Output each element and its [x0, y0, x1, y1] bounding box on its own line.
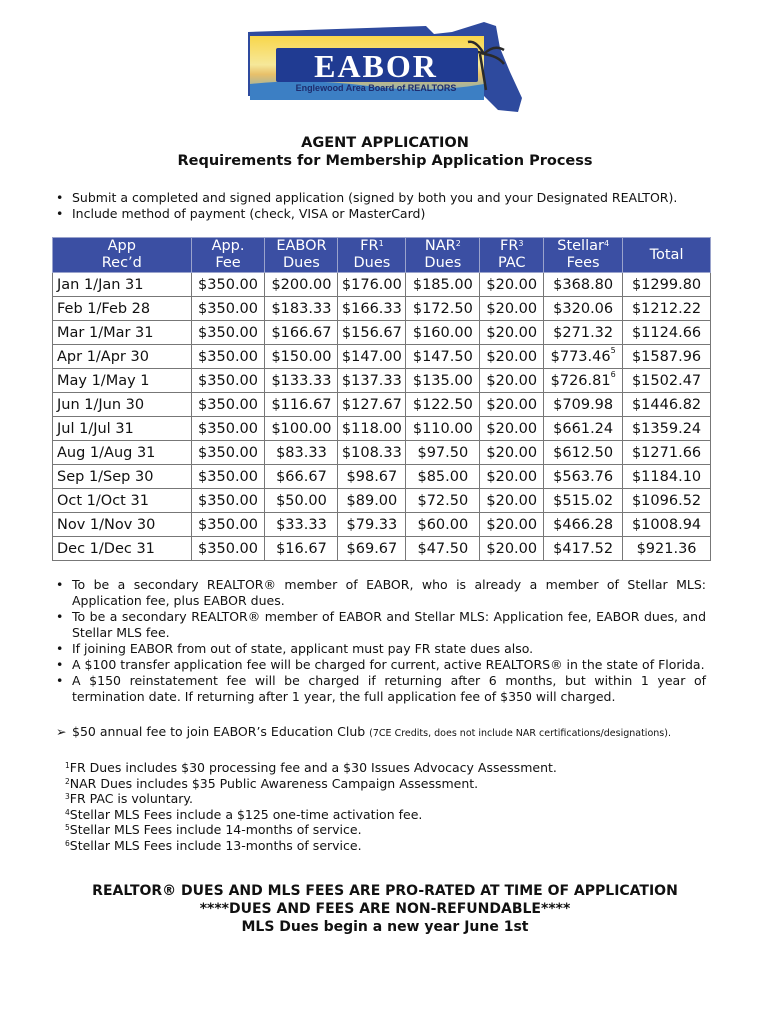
table-row [53, 321, 711, 345]
cell-app-fee: $350.00 [191, 345, 265, 369]
footnote: $^6$Stellar MLS Fees include 13-months of service. [65, 837, 362, 853]
cell-total: $921.36 [623, 537, 711, 561]
cell-fr: $118.00 [338, 417, 406, 441]
table-row [53, 273, 711, 297]
cell-app-fee: $350.00 [191, 537, 265, 561]
cell-app-fee: $350.00 [191, 393, 265, 417]
cell-date: Feb 1/Feb 28 [53, 297, 192, 321]
note-item: • A $150 reinstatement fee will be charged if returning after 6 months, but within 1 year of termination date. If returning after 1 year, the full application fee of $350 will charged. [56, 673, 706, 705]
column-header: $FR^3$ PAC [480, 238, 544, 273]
table-row [53, 465, 711, 489]
cell-pac: $20.00 [480, 321, 544, 345]
cell-pac: $20.00 [480, 513, 544, 537]
cell-nar: $72.50 [406, 489, 480, 513]
cell-nar: $110.00 [406, 417, 480, 441]
cell-stellar: $515.02 [544, 489, 623, 513]
cell-total: $1124.66 [623, 321, 711, 345]
cell-fr: $89.00 [338, 489, 406, 513]
footnotes [65, 760, 557, 854]
cell-eabor: $150.00 [265, 345, 338, 369]
cell-stellar: $612.50 [544, 441, 623, 465]
footnote: $^3$FR PAC is voluntary. [65, 791, 194, 807]
eabor-logo [248, 18, 524, 114]
cell-eabor: $200.00 [265, 273, 338, 297]
cell-pac: $20.00 [480, 537, 544, 561]
column-header: NAR$^2$ Dues [406, 238, 480, 273]
requirement-item: • Submit a completed and signed application (signed by both you and your Designated REALTOR). [56, 190, 716, 206]
cell-stellar: $368.80 [544, 273, 623, 297]
cell-nar: $135.00 [406, 369, 480, 393]
cell-total: $1502.47 [623, 369, 711, 393]
requirements-list [56, 190, 716, 222]
education-club-note [56, 724, 756, 739]
cell-app-fee: $350.00 [191, 369, 265, 393]
logo-name: EABOR [314, 48, 438, 84]
requirement-item: • Include method of payment (check, VISA or MasterCard) [56, 206, 716, 222]
cell-eabor: $66.67 [265, 465, 338, 489]
cell-fr: $176.00 [338, 273, 406, 297]
cell-eabor: $16.67 [265, 537, 338, 561]
cell-total: $1096.52 [623, 489, 711, 513]
footnote: $^2$NAR Dues includes $35 Public Awareness Campaign Assessment. [65, 775, 479, 791]
page-title: AGENT APPLICATION [301, 135, 469, 151]
cell-total: $1184.10 [623, 465, 711, 489]
cell-nar: $47.50 [406, 537, 480, 561]
cell-nar: $122.50 [406, 393, 480, 417]
cell-pac: $20.00 [480, 465, 544, 489]
cell-date: Jan 1/Jan 31 [53, 273, 192, 297]
cell-fr: $137.33 [338, 369, 406, 393]
eabor-logo-graphic [248, 18, 524, 114]
cell-fr: $108.33 [338, 441, 406, 465]
cell-total: $1271.66 [623, 441, 711, 465]
cell-date: Oct 1/Oct 31 [53, 489, 192, 513]
cell-eabor: $33.33 [265, 513, 338, 537]
table-row [53, 417, 711, 441]
table-row [53, 537, 711, 561]
footer-line-1: REALTOR® DUES AND MLS FEES ARE PRO-RATED AT TIME OF APPLICATION [92, 883, 678, 899]
table-header-row [53, 238, 711, 273]
cell-fr: $79.33 [338, 513, 406, 537]
cell-nar: $172.50 [406, 297, 480, 321]
cell-pac: $20.00 [480, 489, 544, 513]
cell-pac: $20.00 [480, 441, 544, 465]
footer-line-2: ****DUES AND FEES ARE NON-REFUNDABLE**** [199, 901, 571, 917]
cell-date: Nov 1/Nov 30 [53, 513, 192, 537]
note-item: • A $100 transfer application fee will be charged for current, active REALTORS® in the state of Florida. [56, 657, 706, 673]
table-row [53, 369, 711, 393]
cell-stellar: $773.46$^5$ [544, 345, 623, 369]
cell-total: $1008.94 [623, 513, 711, 537]
cell-eabor: $116.67 [265, 393, 338, 417]
cell-app-fee: $350.00 [191, 321, 265, 345]
cell-stellar: $709.98 [544, 393, 623, 417]
arrow-bullet-icon: ➢ [56, 724, 67, 739]
column-header: EABOR Dues [265, 238, 338, 273]
cell-eabor: $133.33 [265, 369, 338, 393]
cell-app-fee: $350.00 [191, 465, 265, 489]
cell-app-fee: $350.00 [191, 441, 265, 465]
cell-date: Jun 1/Jun 30 [53, 393, 192, 417]
cell-pac: $20.00 [480, 417, 544, 441]
cell-stellar: $271.32 [544, 321, 623, 345]
cell-stellar: $726.81$^6$ [544, 369, 623, 393]
cell-date: Apr 1/Apr 30 [53, 345, 192, 369]
cell-eabor: $50.00 [265, 489, 338, 513]
fee-table [52, 237, 711, 561]
cell-eabor: $83.33 [265, 441, 338, 465]
table-row [53, 441, 711, 465]
cell-fr: $69.67 [338, 537, 406, 561]
cell-nar: $147.50 [406, 345, 480, 369]
cell-total: $1446.82 [623, 393, 711, 417]
cell-pac: $20.00 [480, 297, 544, 321]
footnote: $^4$Stellar MLS Fees include a $125 one-time activation fee. [65, 806, 423, 822]
column-header: App Rec’d [53, 238, 192, 273]
cell-date: Sep 1/Sep 30 [53, 465, 192, 489]
cell-date: Jul 1/Jul 31 [53, 417, 192, 441]
footnote: $^5$Stellar MLS Fees include 14-months of service. [65, 822, 362, 838]
cell-date: Aug 1/Aug 31 [53, 441, 192, 465]
cell-total: $1359.24 [623, 417, 711, 441]
note-item: • If joining EABOR from out of state, applicant must pay FR state dues also. [56, 641, 706, 657]
cell-fr: $147.00 [338, 345, 406, 369]
cell-total: $1299.80 [623, 273, 711, 297]
cell-fr: $98.67 [338, 465, 406, 489]
page-subtitle: Requirements for Membership Application Process [177, 153, 593, 169]
cell-nar: $60.00 [406, 513, 480, 537]
cell-total: $1587.96 [623, 345, 711, 369]
education-text: $50 annual fee to join EABOR’s Education Club [72, 724, 366, 739]
cell-pac: $20.00 [480, 393, 544, 417]
cell-date: Dec 1/Dec 31 [53, 537, 192, 561]
logo-subtitle: Englewood Area Board of REALTORS [295, 83, 457, 93]
cell-stellar: $417.52 [544, 537, 623, 561]
column-header: $FR^1$ Dues [338, 238, 406, 273]
cell-nar: $97.50 [406, 441, 480, 465]
cell-eabor: $100.00 [265, 417, 338, 441]
cell-fr: $166.33 [338, 297, 406, 321]
cell-nar: $185.00 [406, 273, 480, 297]
cell-nar: $160.00 [406, 321, 480, 345]
education-small-text: (7CE Credits, does not include NAR certifications/designations). [369, 728, 671, 739]
cell-fr: $156.67 [338, 321, 406, 345]
column-header: Stellar$^4$ Fees [544, 238, 623, 273]
cell-nar: $85.00 [406, 465, 480, 489]
cell-date: Mar 1/Mar 31 [53, 321, 192, 345]
cell-pac: $20.00 [480, 345, 544, 369]
cell-total: $1212.22 [623, 297, 711, 321]
column-header: Total [623, 238, 711, 273]
cell-pac: $20.00 [480, 273, 544, 297]
notes-list [56, 577, 706, 705]
cell-eabor: $183.33 [265, 297, 338, 321]
cell-date: May 1/May 1 [53, 369, 192, 393]
cell-stellar: $563.76 [544, 465, 623, 489]
cell-fr: $127.67 [338, 393, 406, 417]
footnote: $^1$FR Dues includes $30 processing fee and a $30 Issues Advocacy Assessment. [65, 760, 557, 775]
cell-stellar: $320.06 [544, 297, 623, 321]
cell-eabor: $166.67 [265, 321, 338, 345]
table-row [53, 513, 711, 537]
table-row [53, 297, 711, 321]
cell-stellar: $661.24 [544, 417, 623, 441]
table-row [53, 489, 711, 513]
table-body [53, 273, 711, 561]
cell-stellar: $466.28 [544, 513, 623, 537]
cell-app-fee: $350.00 [191, 273, 265, 297]
note-item: • To be a secondary REALTOR® member of EABOR and Stellar MLS: Application fee, EABOR dues, and Stellar MLS fee. [56, 609, 706, 641]
footer-line-3: MLS Dues begin a new year June 1st [241, 919, 529, 935]
table-row [53, 393, 711, 417]
cell-pac: $20.00 [480, 369, 544, 393]
note-item: • To be a secondary REALTOR® member of EABOR, who is already a member of Stellar MLS: Application fee, plus EABOR dues. [56, 577, 706, 609]
cell-app-fee: $350.00 [191, 489, 265, 513]
column-header: App. Fee [191, 238, 265, 273]
cell-app-fee: $350.00 [191, 513, 265, 537]
cell-app-fee: $350.00 [191, 297, 265, 321]
table-row [53, 345, 711, 369]
cell-app-fee: $350.00 [191, 417, 265, 441]
